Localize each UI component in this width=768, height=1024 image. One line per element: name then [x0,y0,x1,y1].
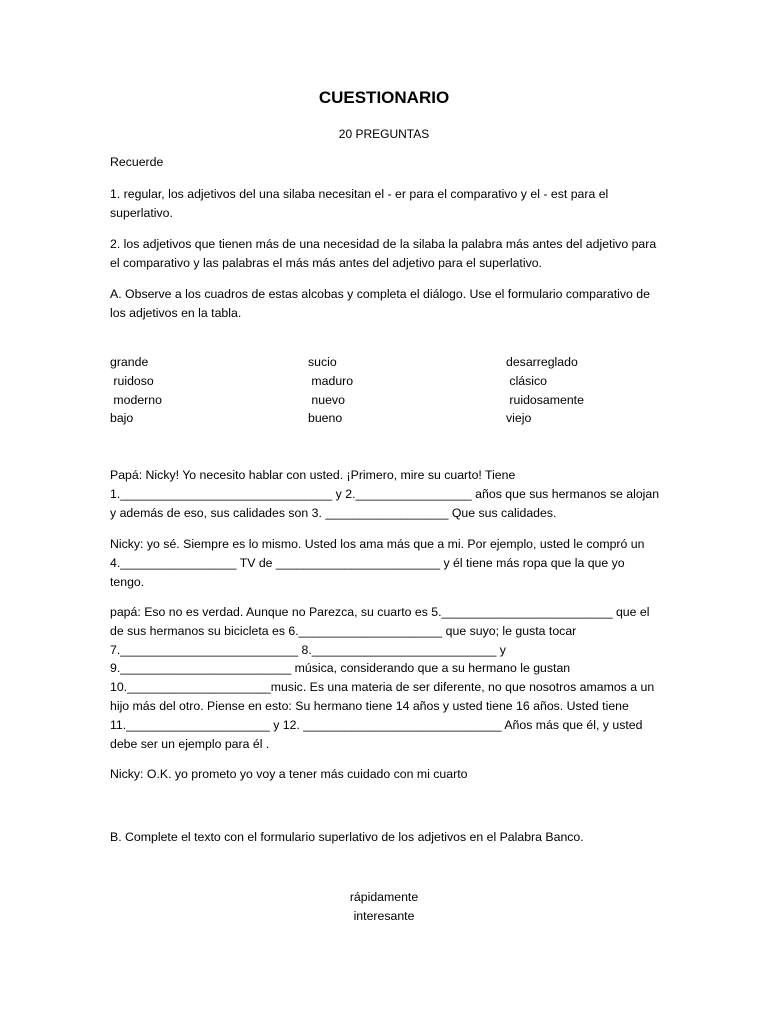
dialog-nicky-1: Nicky: yo sé. Siempre es lo mismo. Usted los ama más que a mi. Por ejemplo, usted le compró un 4._________________ TV de ________________________ y él tiene más ropa que la que yo tengo. [110,537,645,589]
adjective-word: ruidoso [110,373,154,388]
adjective-word: desarreglado [506,355,578,369]
adjective-word: bueno [308,411,343,426]
word-bank-item: rápidamente [349,890,419,904]
section-b-instructions: B. Complete el texto con el formulario superlativo de los adjetivos en el Palabra Banco. [110,830,584,844]
document-title: CUESTIONARIO [318,88,450,107]
rule-2: 2. los adjetivos que tienen más de una necesidad de la silaba la palabra más antes del adjetivo para el comparativo y las palabras el más más antes del adjetivo para el superlativo. [110,237,657,270]
adjective-word: moderno [110,392,162,407]
document-subtitle: 20 PREGUNTAS [338,127,430,141]
dialog-nicky-2: Nicky: O.K. yo prometo yo voy a tener más cuidado con mi cuarto [110,767,468,781]
section-a-instructions: A. Observe a los cuadros de estas alcobas y completa el diálogo. Use el formulario comparativo de los adjetivos en la tabla. [110,287,650,320]
adjective-row [110,353,662,372]
word-bank-item: interesante [353,909,415,923]
adjective-word: maduro [308,373,354,388]
word-bank [0,888,768,926]
recuerde-label: Recuerde [110,155,164,169]
adjective-word: viejo [506,411,532,426]
adjective-row [110,409,662,428]
adjective-row [110,372,662,391]
adjective-word: ruidosamente [506,392,584,407]
dialog-papa-1: Papá: Nicky! Yo necesito hablar con usted. ¡Primero, mire su cuarto! Tiene 1._______________________________ y 2._________________ años que sus hermanos se alojan y además de eso, sus calidades son 3. __________________ Que sus calidades. [110,468,660,520]
adjective-table [110,353,662,428]
adjective-word: bajo [110,411,134,426]
adjective-word: sucio [308,355,337,369]
adjective-word: nuevo [308,392,345,407]
adjective-row [110,391,662,410]
adjective-word: clásico [506,373,548,388]
rule-1: 1. regular, los adjetivos del una silaba necesitan el - er para el comparativo y el - est para el superlativo. [110,187,609,220]
adjective-word: grande [110,355,149,369]
dialog-papa-2: papá: Eso no es verdad. Aunque no Parezca, su cuarto es 5._________________________ que el de sus hermanos su bicicleta es 6._____________________ que suyo; le gusta tocar 7.__________________________ 8.___________________________ y 9._________________________ música, considerando que a su hermano le gustan 10._____________________music. Es una materia de ser diferente, no que nosotros amamos a un hijo más del otro. Piense en esto: Su hermano tiene 14 años y usted tiene 16 años. Usted tiene 11._____________________ y 12. _____________________________ Años más que él, y usted debe ser un ejemplo para él . [110,605,655,751]
